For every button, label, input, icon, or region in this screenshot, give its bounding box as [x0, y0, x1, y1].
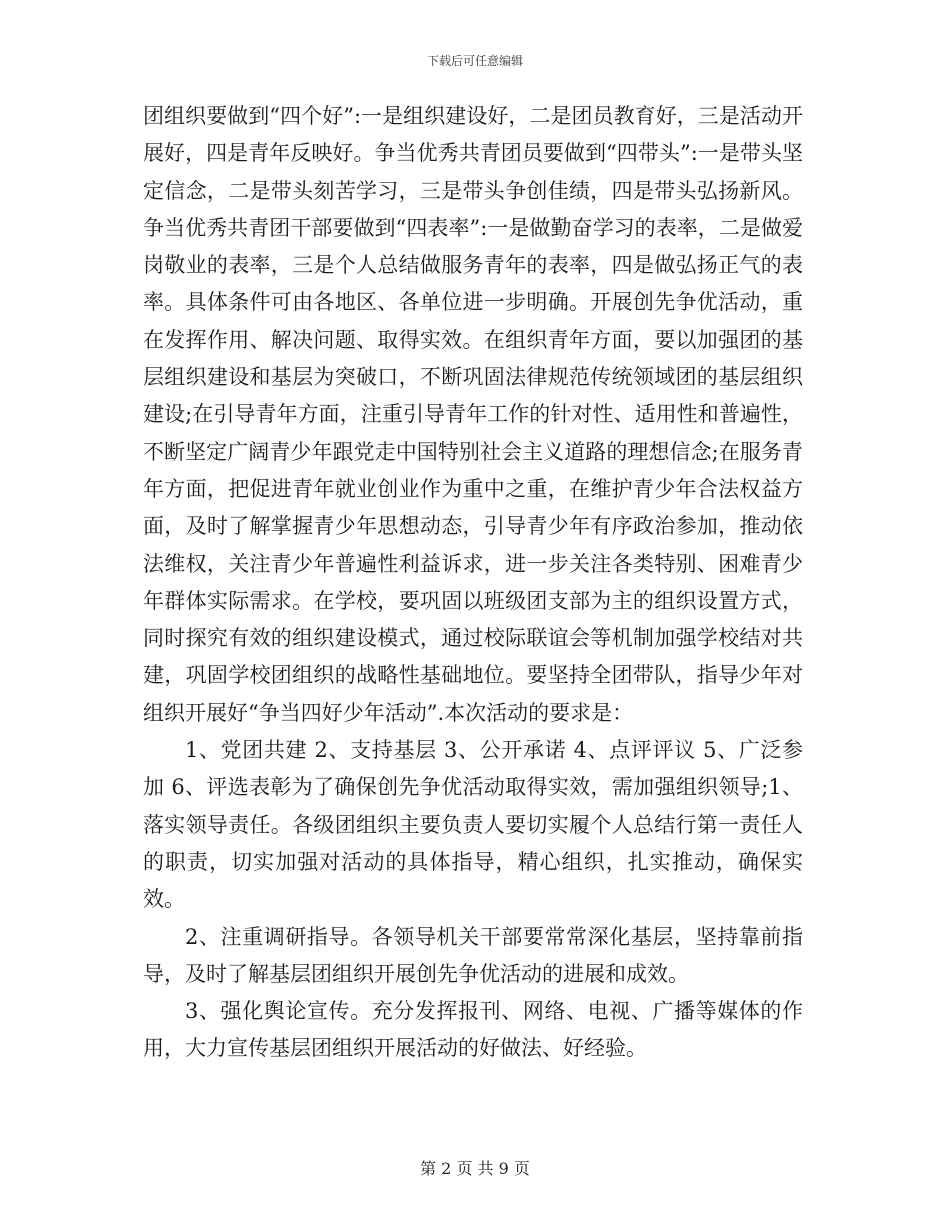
page-number: 第 2 页 共 9 页: [420, 1159, 530, 1178]
body-paragraph: 2、注重调研指导。各领导机关干部要常常深化基层，坚持靠前指导，及时了解基层团组织开展创先争优活动的进展和成效。: [143, 924, 803, 986]
body-paragraph: 3、强化舆论宣传。充分发挥报刊、网络、电视、广播等媒体的作用，大力宣传基层团组织开展活动的好做法、好经验。: [143, 999, 803, 1061]
page-header: 下载后可任意编辑: [426, 54, 523, 68]
body-paragraph: 1、党团共建 2、支持基层 3、公开承诺 4、点评评议 5、广泛参加 6、评选表彰为了确保创先争优活动取得实效，需加强组织领导;1、落实领导责任。各级团组织主要负责人要切实履个人总结行第一责任人的职责，切实加强对活动的具体指导，精心组织，扎实推动，确保实效。: [143, 738, 803, 912]
body-paragraph: 团组织要做到“四个好”:一是组织建设好，二是团员教育好，三是活动开展好，四是青年反映好。争当优秀共青团员要做到“四带头”:一是带头坚定信念，二是带头刻苦学习，三是带头争创佳绩，四是带头弘扬新风。争当优秀共青团干部要做到“四表率”:一是做勤奋学习的表率，二是做爱岗敬业的表率，三是个人总结做服务青年的表率，四是做弘扬正气的表率。具体条件可由各地区、各单位进一步明确。开展创先争优活动，重在发挥作用、解决问题、取得实效。在组织青年方面，要以加强团的基层组织建设和基层为突破口，不断巩固法律规范传统领域团的基层组织建设;在引导青年方面，注重引导青年工作的针对性、适用性和普遍性，不断坚定广阔青少年跟党走中国特别社会主义道路的理想信念;在服务青年方面，把促进青年就业创业作为重中之重，在维护青少年合法权益方面，及时了解掌握青少年思想动态，引导青少年有序政治参加，推动依法维权，关注青少年普遍性利益诉求，进一步关注各类特别、困难青少年群体实际需求。在学校，要巩固以班级团支部为主的组织设置方式，同时探究有效的组织建设模式，通过校际联谊会等机制加强学校结对共建，巩固学校团组织的战略性基础地位。要坚持全团带队，指导少年对组织开展好“争当四好少年活动”.本次活动的要求是：: [143, 104, 803, 725]
document-body: [143, 98, 803, 1068]
